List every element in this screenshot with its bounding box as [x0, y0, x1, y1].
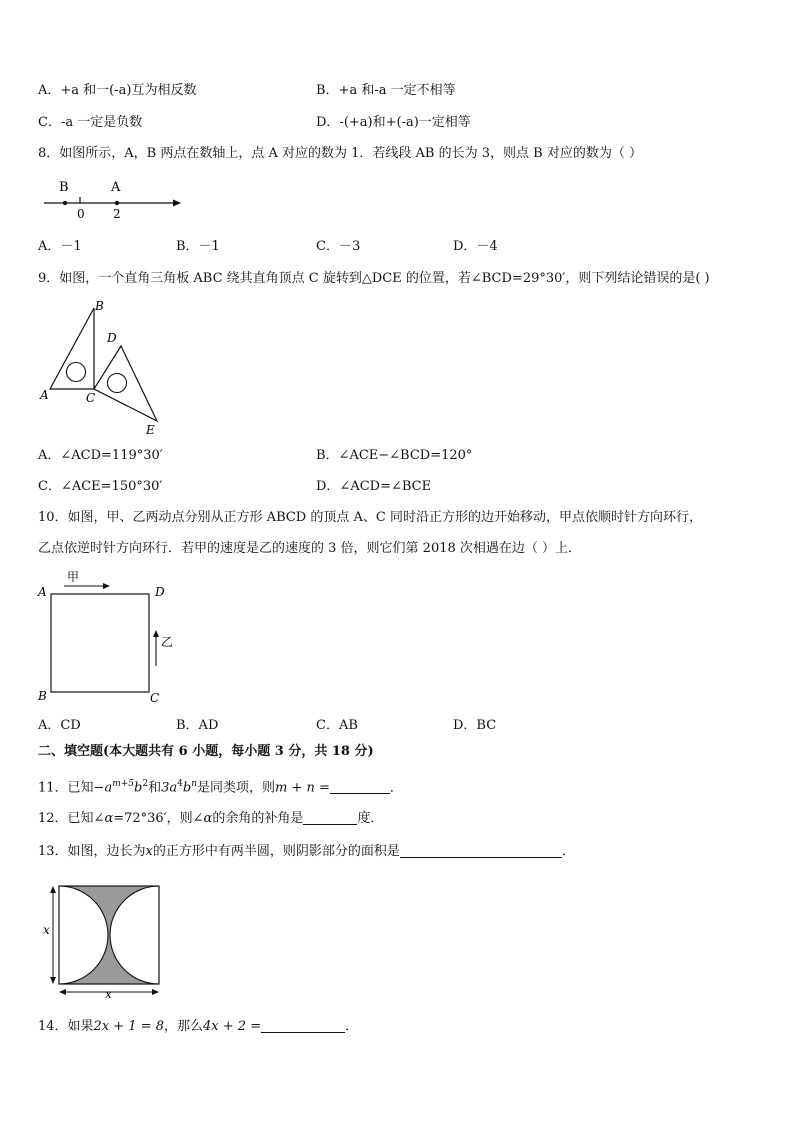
- label-yi: 乙: [161, 635, 174, 649]
- q14-answer-blank[interactable]: [261, 1018, 345, 1033]
- label-e: E: [146, 423, 155, 437]
- square-abcd: [51, 594, 149, 692]
- q13-semicircle-figure: [40, 876, 170, 1000]
- q7-option-d: D．-(+a)和+(-a)一定相等: [316, 115, 471, 130]
- q10-option-d: D．BC: [453, 718, 497, 733]
- q8-option-b: B．－1: [176, 239, 220, 254]
- q12-answer-blank[interactable]: [303, 810, 357, 825]
- q9-stem: 9．如图，一个直角三角板 ABC 绕其直角顶点 C 旋转到△DCE 的位置，若∠BCD=29°30′，则下列结论错误的是( ): [38, 271, 710, 286]
- q8-option-c: C．－3: [316, 239, 361, 254]
- q9-option-d: D．∠ACD=∠BCE: [316, 479, 432, 494]
- q8-option-d: D．－4: [453, 239, 498, 254]
- triangle-dce: [94, 346, 157, 421]
- q9-option-a: A．∠ACD=119°30′: [38, 448, 163, 463]
- point-b: [63, 201, 67, 205]
- q10-option-b: B．AD: [176, 718, 219, 733]
- label-a: A: [40, 388, 49, 402]
- q11-pre: 11．已知: [38, 780, 94, 796]
- q13-answer-blank[interactable]: [400, 843, 562, 858]
- point-a: [115, 201, 119, 205]
- label-zero: 0: [77, 207, 85, 221]
- q13: 13．如图，边长为x的正方形中有两半圆，则阴影部分的面积是 ．: [38, 844, 575, 859]
- triangle-abc: [50, 308, 94, 389]
- label-x-bottom: x: [105, 987, 112, 1000]
- q11-answer-blank[interactable]: [330, 779, 390, 794]
- q7-option-a: A．+a 和一(-a)互为相反数: [38, 83, 197, 98]
- label-d: D: [107, 331, 117, 345]
- q14: 14．如果2x + 1 = 8，那么4x + 2 = ．: [38, 1019, 359, 1034]
- label-c: C: [86, 391, 96, 405]
- label-b: B: [59, 180, 69, 195]
- label-d: D: [155, 585, 165, 599]
- q12: 12．已知∠α=72°36′，则∠α的余角的补角是 度．: [38, 811, 384, 826]
- q8-option-a: A．－1: [38, 239, 82, 254]
- label-a: A: [38, 585, 47, 599]
- q11: 11．已知$-a^{m+5}b^2$和$3a^4b^n$是同类项，则m + n = ．: [38, 779, 403, 796]
- label-two: 2: [113, 207, 121, 221]
- q8-number-line-figure: [40, 176, 190, 222]
- label-b: B: [95, 299, 104, 313]
- q10-option-c: C．AB: [316, 718, 358, 733]
- q10-square-figure: [34, 566, 184, 706]
- q7-option-b: B．+a 和-a 一定不相等: [316, 83, 456, 98]
- q10-stem-line2: 乙点依逆时针方向环行．若甲的速度是乙的速度的 3 倍，则它们第 2018 次相遇在边（ ）上．: [38, 541, 582, 556]
- label-jia: 甲: [67, 570, 80, 584]
- q11-term1: −a: [93, 780, 113, 796]
- q10-stem-line1: 10．如图，甲、乙两动点分别从正方形 ABCD 的顶点 A、C 同时沿正方形的边开始移动，甲点依顺时针方向环行，: [38, 510, 702, 525]
- q8-stem: 8．如图所示，A，B 两点在数轴上，点 A 对应的数为 1．若线段 AB 的长为 3，则点 B 对应的数为（ ）: [38, 146, 642, 161]
- label-a: A: [111, 180, 121, 195]
- q10-option-a: A．CD: [38, 718, 81, 733]
- q9-option-c: C．∠ACE=150°30′: [38, 479, 163, 494]
- label-b: B: [38, 689, 47, 703]
- q11-term2: 3a: [161, 780, 178, 796]
- q9-option-b: B．∠ACE−∠BCD=120°: [316, 448, 473, 463]
- section-2-header: 二、填空题(本大题共有 6 小题，每小题 3 分，共 18 分): [38, 744, 374, 759]
- label-c: C: [150, 691, 160, 705]
- q9-triangles-figure: [36, 296, 166, 438]
- label-x-left: x: [43, 923, 50, 937]
- q7-option-c: C．-a 一定是负数: [38, 115, 143, 130]
